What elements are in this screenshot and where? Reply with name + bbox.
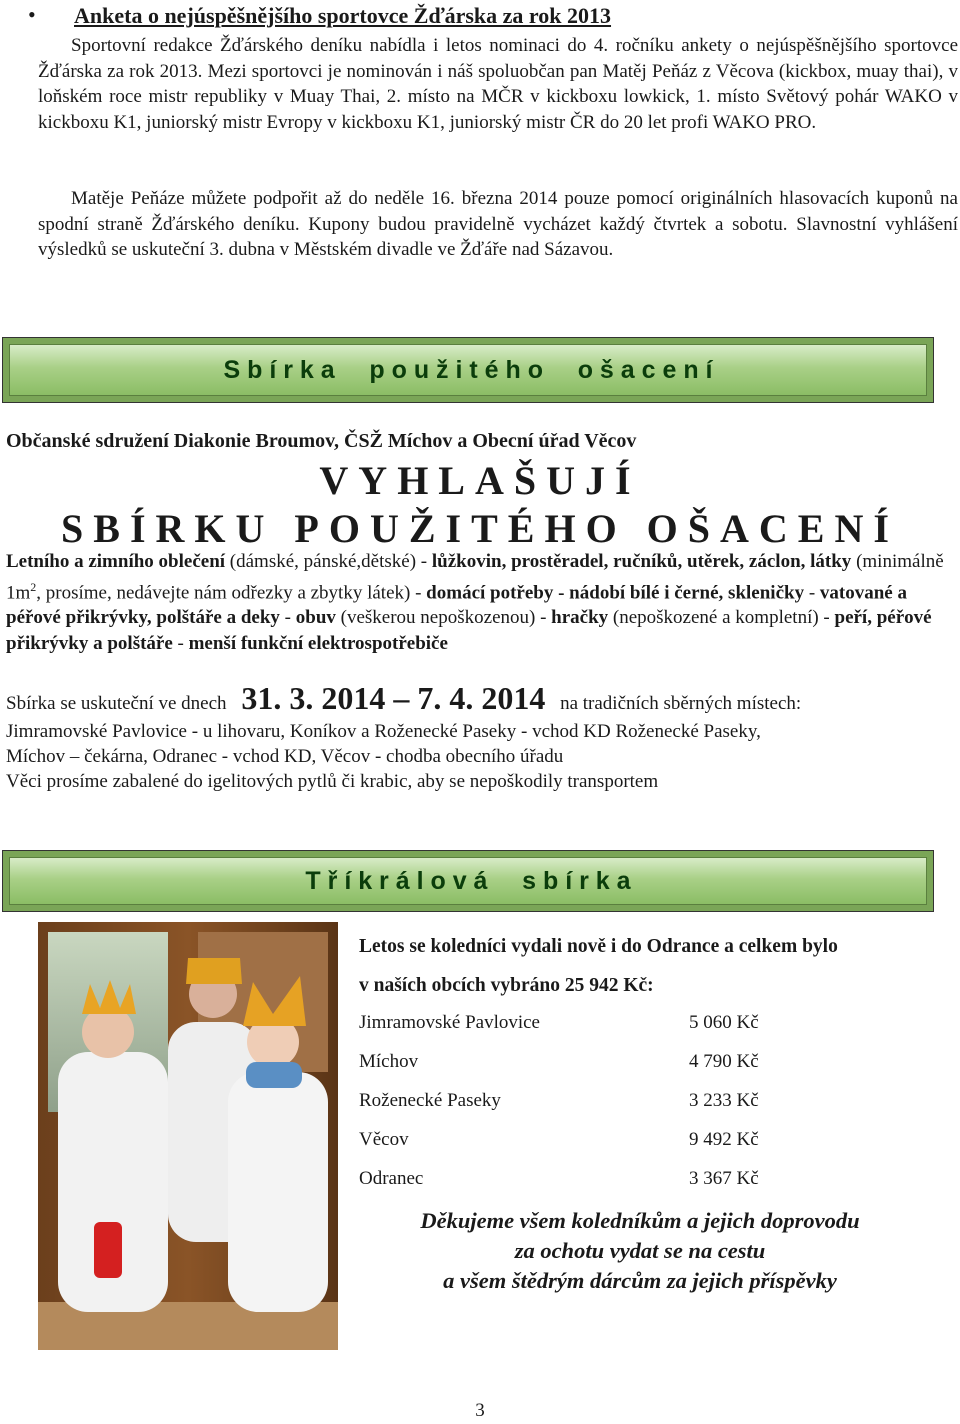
item-detail: (dámské, pánské,dětské) - <box>225 551 432 572</box>
item-category: Letního a zimního oblečení <box>6 551 226 572</box>
collection-places-2: Míchov – čekárna, Odranec - vchod KD, Věcov - chodba obecního úřadu <box>6 746 564 767</box>
village-name: Jimramovské Pavlovice <box>359 1012 540 1033</box>
collected-amount: 9 492 Kč <box>689 1129 759 1150</box>
collected-amount: 3 233 Kč <box>689 1090 759 1111</box>
collected-items-list <box>6 549 954 656</box>
page-number: 3 <box>475 1400 485 1421</box>
superscript: 2 <box>30 579 37 594</box>
dates-suffix: na tradičních sběrných místech: <box>560 693 802 714</box>
item-category: hračky <box>551 607 609 629</box>
item-detail: - <box>804 581 820 603</box>
headline-collection: SBÍRKU POUŽITÉHO OŠACENÍ <box>61 506 899 551</box>
thanks-line-3: a všem štědrým dárcům za jejich příspěvky <box>443 1268 837 1293</box>
results-table <box>359 1012 759 1207</box>
item-detail: - <box>172 632 189 654</box>
collection-dates: 31. 3. 2014 – 7. 4. 2014 <box>241 680 546 716</box>
collection-places-1: Jimramovské Pavlovice - u lihovaru, Koníkov a Roženecké Paseky - vchod KD Roženecké Paseky, <box>6 721 761 742</box>
item-category: peří, péřové přikrývky a polštáře <box>6 607 932 654</box>
collected-amount: 4 790 Kč <box>689 1051 759 1072</box>
item-detail: - <box>279 607 296 629</box>
packing-note: Věci prosíme zabalené do igelitových pytlů či krabic, aby se nepoškodily transportem <box>6 771 659 792</box>
results-row <box>359 1168 759 1207</box>
collected-amount: 5 060 Kč <box>689 1012 759 1033</box>
article-paragraph-1: Sportovní redakce Žďárského deníku nabídla i letos nominaci do 4. ročníku ankety o nejúspěšnějšího sportovce Žďárska za rok 2013. Mezi sportovci je nominován i náš spoluobčan pan Matěj Peňáz z Věcova (kickbox, muay thai), v loňském roce mistr republiky v Muay Thai, 2. místo na MČR v kickboxu lowkick, 1. místo Světový pohár WAKO v kickboxu K1, juniorský mistr Evropy v kickboxu K1, juniorský mistr ČR do 20 let profi WAKO PRO. <box>38 35 958 133</box>
item-detail: (minimálně 1m <box>6 551 944 603</box>
item-category: menší funkční elektrospotřebiče <box>188 632 448 654</box>
village-name: Odranec <box>359 1168 424 1189</box>
item-category: lůžkovin, prostěradel, ručníků, utěrek, záclon, látky <box>431 551 852 572</box>
item-category: obuv <box>295 607 336 629</box>
collected-amount: 3 367 Kč <box>689 1168 759 1189</box>
results-row <box>359 1090 759 1129</box>
thanks-line-2: za ochotu vydat se na cestu <box>514 1238 766 1263</box>
item-category: vatované a péřové přikrývky, polštáře a deky <box>6 581 907 629</box>
results-intro-1: Letos se koledníci vydali nově i do Odrance a celkem bylo <box>359 936 838 957</box>
article-title: Anketa o nejúspěšnějšího sportovce Žďárska za rok 2013 <box>74 3 612 28</box>
item-detail: (veškerou nepoškozenou) - <box>335 607 552 629</box>
dates-prefix: Sbírka se uskuteční ve dnech <box>6 693 227 714</box>
results-row <box>359 1012 759 1051</box>
banner-title: S b í r k a p o u ž i t é h o o š a c e n í <box>223 355 713 384</box>
village-name: Míchov <box>359 1051 419 1072</box>
banner-title: T ř í k r á l o v á s b í r k a <box>305 866 631 895</box>
clothing-collection-banner <box>2 337 934 403</box>
item-detail: , prosíme, nedávejte nám odřezky a zbytky látek) - <box>36 581 427 603</box>
village-name: Roženecké Paseky <box>359 1090 501 1111</box>
article-paragraph-2: Matěje Peňáze můžete podpořit až do neděle 16. března 2014 pouze pomocí originálních hlasovacích kuponů na spodní straně Žďárského deníku. Kupony budou pravidelně vycházet každý čtvrtek a sobotu. Slavnostní vyhlášení výsledků se uskuteční 3. dubna v Městském divadle ve Žďáře nad Sázavou. <box>38 188 958 260</box>
village-name: Věcov <box>359 1129 409 1150</box>
thanks-line-1: Děkujeme všem koledníkům a jejich doprovodu <box>420 1208 860 1233</box>
item-category: domácí potřeby - nádobí bílé i černé, skleničky <box>426 581 805 603</box>
bullet-marker: • <box>28 2 36 27</box>
results-row <box>359 1051 759 1090</box>
collection-dates-line <box>6 680 954 722</box>
carolers-photo <box>38 922 338 1350</box>
organizers-line: Občanské sdružení Diakonie Broumov, ČSŽ Míchov a Obecní úřad Věcov <box>6 430 637 452</box>
results-row <box>359 1129 759 1168</box>
carolers-photo-image <box>38 922 338 1350</box>
headline-announce: VYHLAŠUJÍ <box>319 458 641 503</box>
item-detail: (nepoškozené a kompletní) - <box>608 607 835 629</box>
three-kings-banner <box>2 850 934 912</box>
results-intro-2: v naších obcích vybráno 25 942 Kč: <box>359 975 654 996</box>
